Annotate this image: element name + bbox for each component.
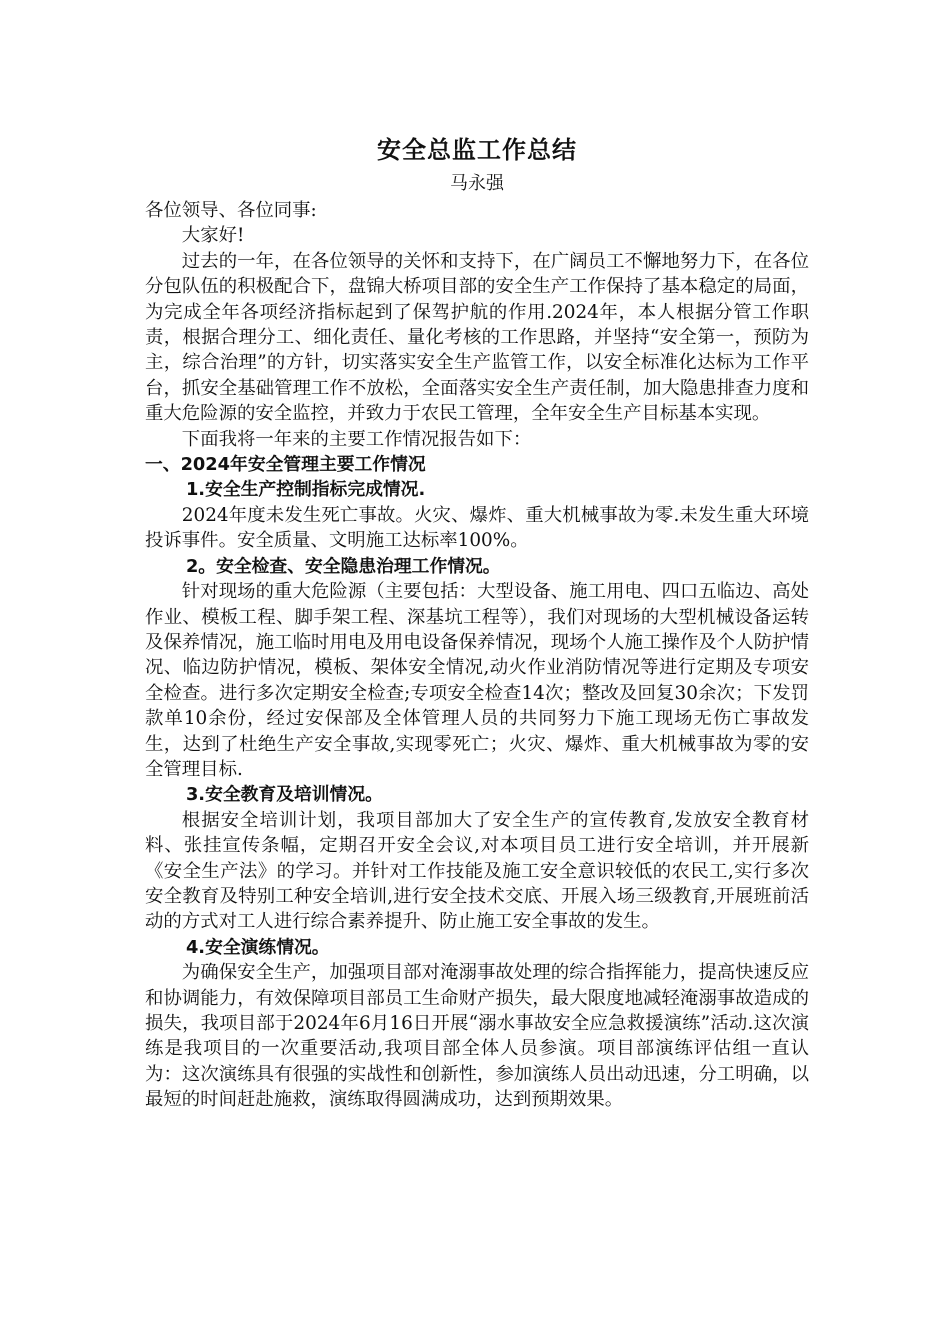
section-heading: 一、2024年安全管理主要工作情况 xyxy=(145,454,426,476)
salutation: 各位领导、各位同事: xyxy=(145,200,317,221)
document-author: 马永强 xyxy=(450,173,504,194)
item-heading: 1.安全生产控制指标完成情况. xyxy=(185,479,426,501)
item-body: 为确保安全生产，加强项目部对淹溺事故处理的综合指挥能力，提高快速反应和协调能力，有效保障项目部员工生命财产损失，最大限度地减轻淹溺事故造成的损失，我项目部于2024年6月16日开展“溺水事故安全应急救援演练”活动.这次演练是我项目的一次重要活动,我项目部全体人员参演。项目部演练评估组一直认为：这次演练具有很强的实战性和创新性，参加演练人员出动迅速，分工明确，以最短的时间赶赴施救，演练取得圆满成功，达到预期效果。 xyxy=(145,962,809,1111)
item-heading: 2。安全检查、安全隐患治理工作情况。 xyxy=(185,555,501,577)
item-heading: 3.安全教育及培训情况。 xyxy=(185,784,383,806)
item-body: 针对现场的重大危险源（主要包括：大型设备、施工用电、四口五临边、高处作业、模板工程、脚手架工程、深基坑工程等），我们对现场的大型机械设备运转及保养情况，施工临时用电及用电设备保养情况，现场个人施工操作及个人防护情况、临边防护情况，模板、架体安全情况,动火作业消防情况等进行定期及专项安全检查。进行多次定期安全检查;专项安全检查14次；整改及回复30余次；下发罚款单10余份，经过安保部及全体管理人员的共同努力下施工现场无伤亡事故发生，达到了杜绝生产安全事故,实现零死亡；火灾、爆炸、重大机械事故为零的安全管理目标. xyxy=(145,581,809,780)
item-body: 2024年度未发生死亡事故。火灾、爆炸、重大机械事故为零.未发生重大环境投诉事件。安全质量、文明施工达标率100%。 xyxy=(145,504,809,552)
document-page xyxy=(145,130,809,1113)
item-body: 根据安全培训计划，我项目部加大了安全生产的宣传教育,发放安全教育材料、张挂宣传条幅，定期召开安全会议,对本项目员工进行安全培训，并开展新《安全生产法》的学习。并针对工作技能及施工安全意识较低的农民工,实行多次安全教育及特别工种安全培训,进行安全技术交底、开展入场三级教育,开展班前活动的方式对工人进行综合素养提升、防止施工安全事故的发生。 xyxy=(145,809,809,933)
intro-paragraph: 过去的一年，在各位领导的关怀和支持下，在广阔员工不懈地努力下，在各位分包队伍的积极配合下，盘锦大桥项目部的安全生产工作保持了基本稳定的局面，为完成全年各项经济指标起到了保驾护航的作用.2024年，本人根据分管工作职责，根据合理分工、细化责任、量化考核的工作思路，并坚持“安全第一，预防为主，综合治理”的方针，切实落实安全生产监管工作，以安全标准化达标为工作平台，抓安全基础管理工作不放松，全面落实安全生产责任制，加大隐患排查力度和重大危险源的安全监控，并致力于农民工管理，全年安全生产目标基本实现。 xyxy=(145,250,809,425)
document-title: 安全总监工作总结 xyxy=(377,136,577,164)
lead-in-paragraph: 下面我将一年来的主要工作情况报告如下： xyxy=(181,428,532,450)
greeting: 大家好! xyxy=(181,225,245,247)
item-heading: 4.安全演练情况。 xyxy=(185,936,330,958)
